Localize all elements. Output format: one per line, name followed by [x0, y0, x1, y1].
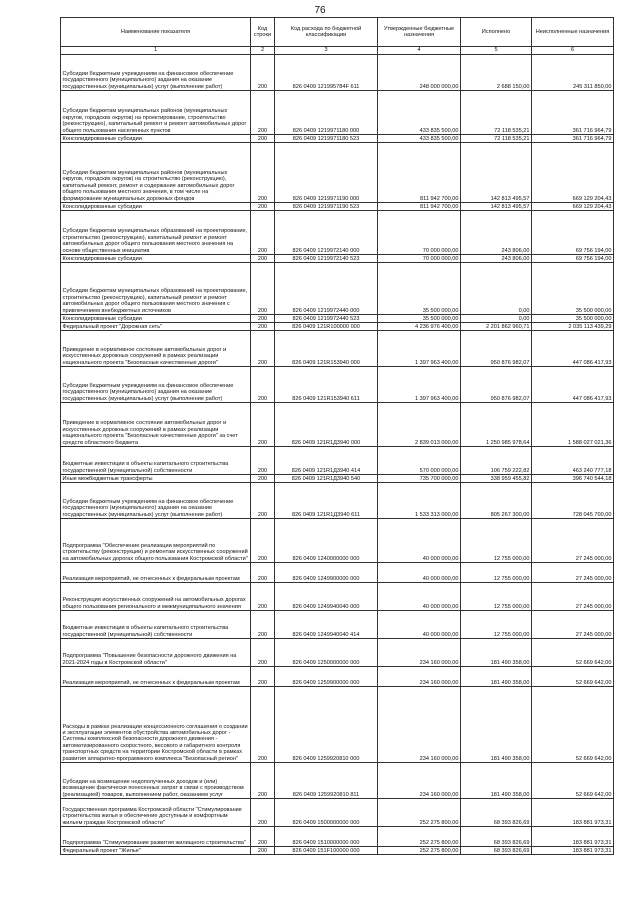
- row-remaining: 669 129 204,43: [532, 203, 614, 211]
- row-budget-code: 826 0409 1219971180 523: [275, 135, 378, 143]
- row-executed: 68 393 826,69: [461, 827, 532, 847]
- row-line-code: 200: [251, 847, 275, 855]
- header-line-code: Код строки: [251, 18, 275, 47]
- table-row: [61, 367, 614, 403]
- row-line-code: 200: [251, 91, 275, 135]
- table-row: [61, 799, 614, 827]
- row-budget-code: 826 0409 121R1Д3940 611: [275, 483, 378, 519]
- row-remaining: 52 669 642,00: [532, 687, 614, 763]
- row-line-code: 200: [251, 563, 275, 583]
- row-approved: 1 533 313 000,00: [378, 483, 461, 519]
- row-line-code: 200: [251, 323, 275, 331]
- table-row: [61, 583, 614, 611]
- row-budget-code: 826 0409 1219972440 000: [275, 263, 378, 315]
- table-row: [61, 211, 614, 255]
- row-name: Реализация мероприятий, не отнесенных к федеральным проектам: [61, 667, 251, 687]
- row-remaining: 35 500 000,00: [532, 315, 614, 323]
- row-executed: 181 490 358,00: [461, 763, 532, 799]
- row-budget-code: 826 0409 1219971190 000: [275, 143, 378, 203]
- row-approved: 1 397 963 400,00: [378, 331, 461, 367]
- row-remaining: 669 129 204,43: [532, 143, 614, 203]
- table-row: [61, 447, 614, 475]
- row-approved: 35 500 000,00: [378, 315, 461, 323]
- row-approved: 433 835 500,00: [378, 135, 461, 143]
- row-name: Реализация мероприятий, не отнесенных к федеральным проектам: [61, 563, 251, 583]
- row-budget-code: 826 0409 1249940040 414: [275, 611, 378, 639]
- row-budget-code: 826 0409 1259900000 000: [275, 667, 378, 687]
- row-name: Государственная программа Костромской области "Стимулирование строительства жилья и обеспечение доступным и комфортным жильем граждан Костромской области": [61, 799, 251, 827]
- row-approved: 40 000 000,00: [378, 563, 461, 583]
- row-approved: 252 275 800,00: [378, 847, 461, 855]
- row-name: Подпрограмма "Обеспечение реализации мероприятий по строительству (реконструкции) и ремонтам искусственных сооружений на автомобильных дорогах общего пользования Костромской области": [61, 519, 251, 563]
- row-approved: 40 000 000,00: [378, 519, 461, 563]
- row-line-code: 200: [251, 611, 275, 639]
- row-budget-code: 826 0409 1259920810 811: [275, 763, 378, 799]
- row-budget-code: 826 0409 1219972140 000: [275, 211, 378, 255]
- row-budget-code: 826 0409 1219971180 000: [275, 91, 378, 135]
- row-budget-code: 826 0409 1500000000 000: [275, 799, 378, 827]
- row-budget-code: 826 0409 121R1Д3940 414: [275, 447, 378, 475]
- row-remaining: 245 311 850,00: [532, 55, 614, 91]
- row-budget-code: 826 0409 121R100000 000: [275, 323, 378, 331]
- header-number: 5: [461, 47, 532, 55]
- row-budget-code: 826 0409 1249900000 000: [275, 563, 378, 583]
- table-row: [61, 315, 614, 323]
- row-executed: 243 806,00: [461, 255, 532, 263]
- row-budget-code: 826 0409 1219972440 523: [275, 315, 378, 323]
- table-row: [61, 519, 614, 563]
- row-approved: 252 275 800,00: [378, 827, 461, 847]
- table-row: [61, 403, 614, 447]
- row-approved: 248 000 000,00: [378, 55, 461, 91]
- row-name: Субсидии бюджетам муниципальных районов (муниципальных округов, городских округов) на проектирование, строительство (реконструкцию), капитальный ремонт и ремонт автомобильных дорог общего пользования населенных пунктов: [61, 91, 251, 135]
- row-approved: 70 000 000,00: [378, 255, 461, 263]
- row-remaining: 361 716 964,79: [532, 135, 614, 143]
- row-executed: 338 959 455,82: [461, 475, 532, 483]
- table-row: [61, 763, 614, 799]
- row-line-code: 200: [251, 667, 275, 687]
- table-row: [61, 475, 614, 483]
- row-budget-code: 826 0409 121R1Д3940 540: [275, 475, 378, 483]
- row-approved: 735 700 000,00: [378, 475, 461, 483]
- row-remaining: 361 716 964,79: [532, 91, 614, 135]
- row-approved: 1 397 963 400,00: [378, 367, 461, 403]
- row-executed: 12 755 000,00: [461, 583, 532, 611]
- table-row: [61, 143, 614, 203]
- table-row: [61, 331, 614, 367]
- row-line-code: 200: [251, 331, 275, 367]
- header-executed: Исполнено: [461, 18, 532, 47]
- row-name: Субсидии бюджетам муниципальных образований на проектирование, строительство (реконструкцию), капитальный ремонт и ремонт автомобильных дорог общего пользования местного значения с привлечением внебюджетных источников: [61, 263, 251, 315]
- row-executed: 0,00: [461, 315, 532, 323]
- row-line-code: 200: [251, 827, 275, 847]
- row-name: Федеральный проект "Жилье": [61, 847, 251, 855]
- row-line-code: 200: [251, 519, 275, 563]
- row-name: Субсидии на возмещение недополученных доходов и (или) возмещение фактически понесенных затрат в связи с производством (реализацией) товаров, выполнением работ, оказанием услуг: [61, 763, 251, 799]
- table-row: [61, 55, 614, 91]
- row-remaining: 463 240 777,18: [532, 447, 614, 475]
- header-number: 3: [275, 47, 378, 55]
- row-approved: 70 000 000,00: [378, 211, 461, 255]
- row-budget-code: 826 0409 1259920810 000: [275, 687, 378, 763]
- row-executed: 950 876 982,07: [461, 367, 532, 403]
- row-remaining: 396 740 544,18: [532, 475, 614, 483]
- row-budget-code: 826 0409 121995784F 611: [275, 55, 378, 91]
- row-executed: 181 490 358,00: [461, 639, 532, 667]
- row-name: Федеральный проект "Дорожная сеть": [61, 323, 251, 331]
- row-remaining: 35 500 000,00: [532, 263, 614, 315]
- header-number: 4: [378, 47, 461, 55]
- row-approved: 234 160 000,00: [378, 667, 461, 687]
- row-line-code: 200: [251, 143, 275, 203]
- table-row: [61, 483, 614, 519]
- row-name: Приведение в нормативное состояние автомобильных дорог и искусственных дорожных сооружений в рамках реализации национального проекта "Безопасные качественные дороги" за счет средств областного бюджета: [61, 403, 251, 447]
- row-budget-code: 826 0409 1219972140 523: [275, 255, 378, 263]
- row-executed: 12 755 000,00: [461, 611, 532, 639]
- row-line-code: 200: [251, 367, 275, 403]
- row-executed: 72 118 535,21: [461, 91, 532, 135]
- row-line-code: 200: [251, 799, 275, 827]
- row-budget-code: 826 0409 121R153940 000: [275, 331, 378, 367]
- row-remaining: 183 881 973,31: [532, 799, 614, 827]
- row-remaining: 27 245 000,00: [532, 611, 614, 639]
- row-executed: 142 813 495,57: [461, 203, 532, 211]
- row-line-code: 200: [251, 263, 275, 315]
- row-name: Консолидированные субсидии: [61, 255, 251, 263]
- table-row: [61, 323, 614, 331]
- row-line-code: 200: [251, 763, 275, 799]
- table-row: [61, 563, 614, 583]
- row-line-code: 200: [251, 55, 275, 91]
- row-executed: 950 876 982,07: [461, 331, 532, 367]
- row-budget-code: 826 0409 121R153940 611: [275, 367, 378, 403]
- row-line-code: 200: [251, 687, 275, 763]
- row-remaining: 1 588 027 021,36: [532, 403, 614, 447]
- row-executed: 1 250 985 978,64: [461, 403, 532, 447]
- row-approved: 40 000 000,00: [378, 583, 461, 611]
- table-row: [61, 203, 614, 211]
- row-budget-code: 826 0409 121R1Д3940 000: [275, 403, 378, 447]
- row-remaining: 447 086 417,93: [532, 367, 614, 403]
- page-number: 76: [314, 5, 326, 16]
- row-approved: 433 835 500,00: [378, 91, 461, 135]
- row-executed: 72 118 535,21: [461, 135, 532, 143]
- table-row: [61, 639, 614, 667]
- table-row: [61, 667, 614, 687]
- row-approved: 234 160 000,00: [378, 763, 461, 799]
- header-number: 6: [532, 47, 614, 55]
- row-name: Субсидии бюджетным учреждениям на финансовое обеспечение государственного (муниципального) задания на оказание государственных (муниципальных) услуг (выполнение работ): [61, 367, 251, 403]
- row-line-code: 200: [251, 315, 275, 323]
- row-approved: 252 275 800,00: [378, 799, 461, 827]
- budget-table: [60, 17, 614, 855]
- row-line-code: 200: [251, 483, 275, 519]
- header-row: [61, 18, 614, 47]
- row-name: Подпрограмма "Повышение безопасности дорожного движения на 2021-2024 годы в Костромской области": [61, 639, 251, 667]
- row-line-code: 200: [251, 211, 275, 255]
- row-executed: 12 755 000,00: [461, 519, 532, 563]
- row-line-code: 200: [251, 447, 275, 475]
- row-remaining: 183 881 973,31: [532, 827, 614, 847]
- row-executed: 181 490 358,00: [461, 667, 532, 687]
- row-approved: 2 839 013 000,00: [378, 403, 461, 447]
- row-remaining: 447 086 417,93: [532, 331, 614, 367]
- row-name: Консолидированные субсидии: [61, 135, 251, 143]
- row-line-code: 200: [251, 583, 275, 611]
- row-executed: 2 688 150,00: [461, 55, 532, 91]
- row-approved: 4 236 976 400,00: [378, 323, 461, 331]
- row-remaining: 27 245 000,00: [532, 519, 614, 563]
- row-budget-code: 826 0409 1240000000 000: [275, 519, 378, 563]
- row-remaining: 52 669 642,00: [532, 667, 614, 687]
- table-row: [61, 611, 614, 639]
- header-remaining: Неисполненные назначения: [532, 18, 614, 47]
- table-row: [61, 687, 614, 763]
- row-executed: 243 806,00: [461, 211, 532, 255]
- row-remaining: 183 881 973,31: [532, 847, 614, 855]
- row-remaining: 69 756 194,00: [532, 255, 614, 263]
- table-row: [61, 847, 614, 855]
- row-line-code: 200: [251, 255, 275, 263]
- row-budget-code: 826 0409 1249940040 000: [275, 583, 378, 611]
- row-name: Субсидии бюджетным учреждениям на финансовое обеспечение государственного (муниципального) задания на оказание государственных (муниципальных) услуг (выполнение работ): [61, 55, 251, 91]
- row-budget-code: 826 0409 151F100000 000: [275, 847, 378, 855]
- row-approved: 234 160 000,00: [378, 639, 461, 667]
- table-row: [61, 135, 614, 143]
- row-line-code: 200: [251, 403, 275, 447]
- row-remaining: 52 669 642,00: [532, 763, 614, 799]
- row-name: Субсидии бюджетам муниципальных образований на проектирование, строительство (реконструкцию), капитальный ремонт и ремонт автомобильных дорог общего пользования местного значения на основе общественных инициатив: [61, 211, 251, 255]
- row-name: Субсидии бюджетам муниципальных районов (муниципальных округов, городских округов) на строительство (реконструкцию), капитальный ремонт, ремонт и содержание автомобильных дорог общего пользования местного значения, в том числе на формирование муниципальных дорожных фондов: [61, 143, 251, 203]
- row-executed: 106 759 222,82: [461, 447, 532, 475]
- header-number: 2: [251, 47, 275, 55]
- row-executed: 142 813 495,57: [461, 143, 532, 203]
- row-name: Приведение в нормативное состояние автомобильных дорог и искусственных дорожных сооружений в рамках реализации национального проекта "Безопасные качественные дороги": [61, 331, 251, 367]
- row-executed: 12 755 000,00: [461, 563, 532, 583]
- row-remaining: 69 756 194,00: [532, 211, 614, 255]
- row-name: Консолидированные субсидии: [61, 315, 251, 323]
- row-budget-code: 826 0409 1250000000 000: [275, 639, 378, 667]
- header-number: 1: [61, 47, 251, 55]
- row-name: Бюджетные инвестиции в объекты капитального строительства государственной (муниципальной) собственности: [61, 611, 251, 639]
- header-approved: Утвержденные бюджетные назначения: [378, 18, 461, 47]
- row-executed: 181 490 358,00: [461, 687, 532, 763]
- table-row: [61, 263, 614, 315]
- row-name: Иные межбюджетные трансферты: [61, 475, 251, 483]
- row-executed: 68 393 826,69: [461, 847, 532, 855]
- header-budget-code: Код расхода по бюджетной классификации: [275, 18, 378, 47]
- row-line-code: 200: [251, 203, 275, 211]
- row-name: Субсидии бюджетным учреждениям на финансовое обеспечение государственного (муниципального) задания на оказание государственных (муниципальных) услуг (выполнение работ): [61, 483, 251, 519]
- row-name: Подпрограмма "Стимулирование развития жилищного строительства": [61, 827, 251, 847]
- row-name: Консолидированные субсидии: [61, 203, 251, 211]
- row-approved: 35 500 000,00: [378, 263, 461, 315]
- row-name: Бюджетные инвестиции в объекты капитального строительства государственной (муниципальной) собственности: [61, 447, 251, 475]
- table-body: [61, 55, 614, 855]
- table-row: [61, 91, 614, 135]
- row-line-code: 200: [251, 135, 275, 143]
- row-executed: 805 267 300,00: [461, 483, 532, 519]
- row-line-code: 200: [251, 475, 275, 483]
- row-remaining: 27 245 000,00: [532, 583, 614, 611]
- row-executed: 68 393 826,69: [461, 799, 532, 827]
- row-budget-code: 826 0409 1510000000 000: [275, 827, 378, 847]
- row-line-code: 200: [251, 639, 275, 667]
- row-executed: 2 201 862 960,71: [461, 323, 532, 331]
- row-remaining: 27 245 000,00: [532, 563, 614, 583]
- row-name: Реконструкция искусственных сооружений на автомобильных дорогах общего пользования регионального и межмуниципального значения: [61, 583, 251, 611]
- row-name: Расходы в рамках реализации концессионного соглашения о создании и эксплуатации элементов обустройства автомобильных дорог - Системы комплексной безопасности дорожного движения - автоматизированного скоростного, весового и габаритного контроля транспортных средств на территории Костромской области в рамках развития аппаратно-программного комплекса "Безопасный регион": [61, 687, 251, 763]
- row-executed: 0,00: [461, 263, 532, 315]
- row-remaining: 728 045 700,00: [532, 483, 614, 519]
- header-name: Наименование показателя: [61, 18, 251, 47]
- row-approved: 234 160 000,00: [378, 687, 461, 763]
- row-budget-code: 826 0409 1219971190 523: [275, 203, 378, 211]
- row-approved: 570 000 000,00: [378, 447, 461, 475]
- row-approved: 811 942 700,00: [378, 143, 461, 203]
- row-approved: 40 000 000,00: [378, 611, 461, 639]
- row-approved: 811 942 700,00: [378, 203, 461, 211]
- table-row: [61, 255, 614, 263]
- header-number-row: [61, 47, 614, 55]
- table-row: [61, 827, 614, 847]
- row-remaining: 2 035 113 439,29: [532, 323, 614, 331]
- row-remaining: 52 669 642,00: [532, 639, 614, 667]
